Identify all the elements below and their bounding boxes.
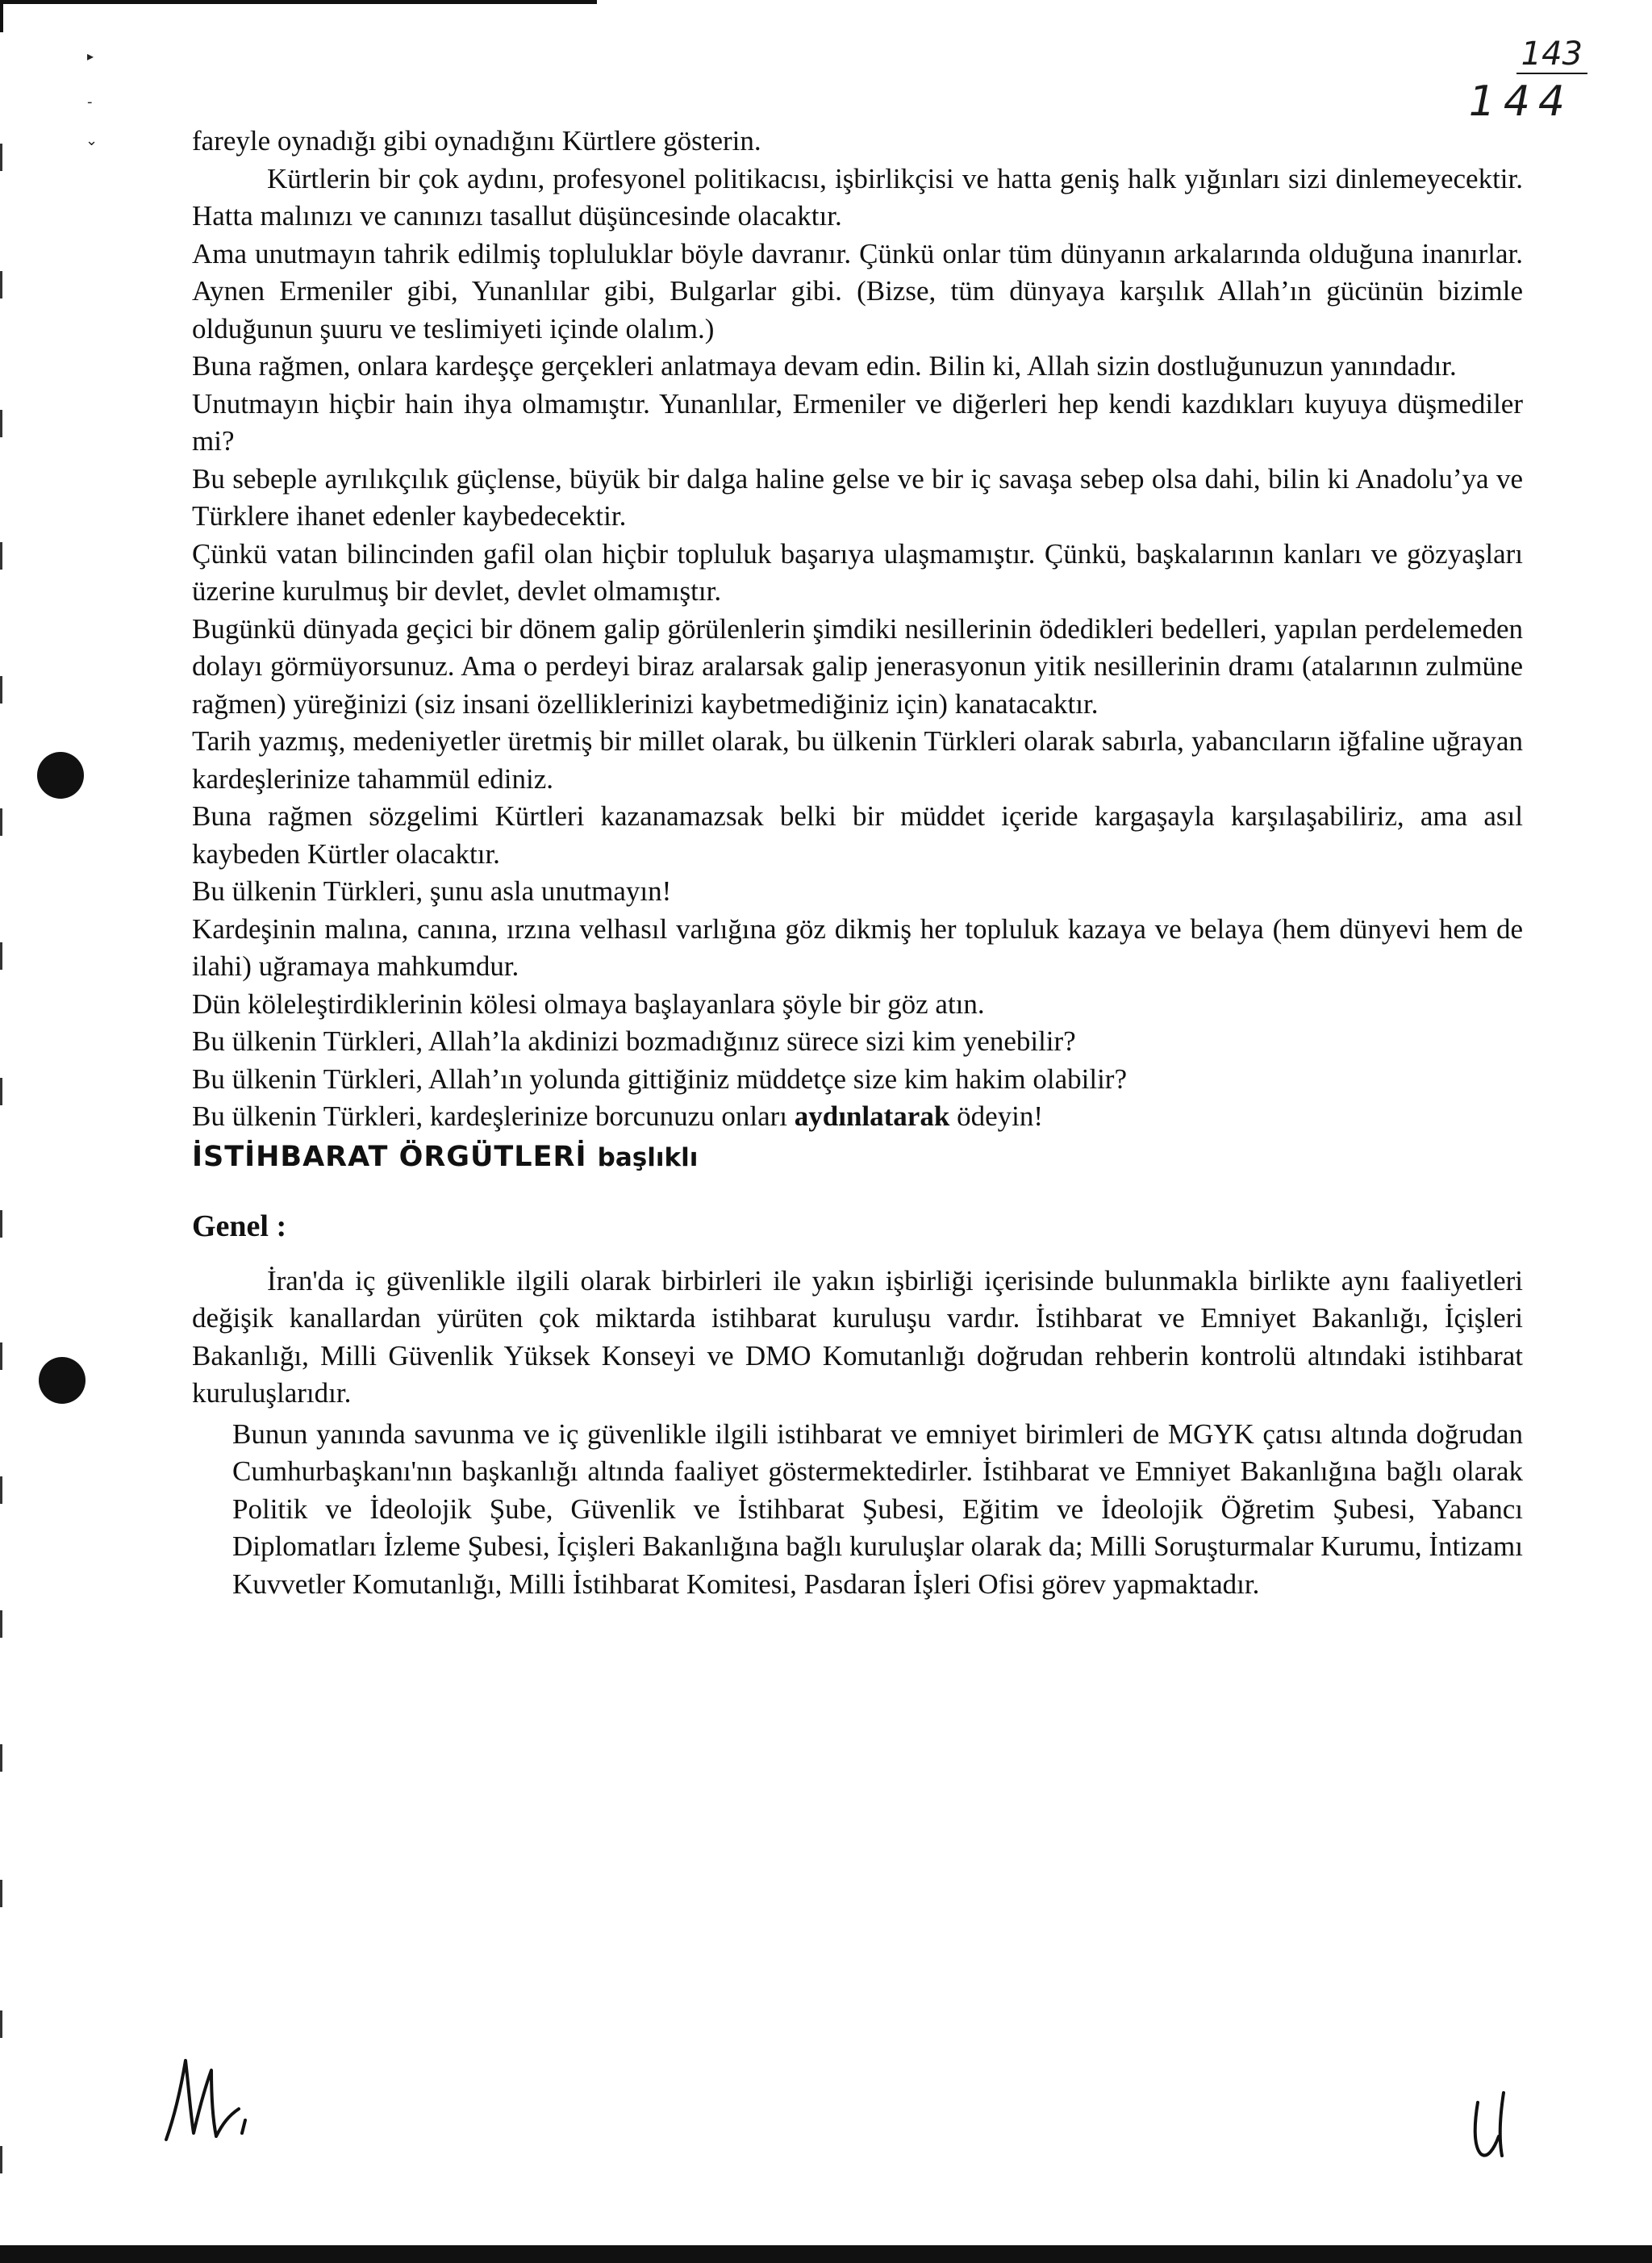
paragraph: Ama unutmayın tahrik edilmiş topluluklar böyle davranır. Çünkü onlar tüm dünyanın arkalarında olduğuna inanırlar. Aynen Ermeniler gibi, Yunanlılar gibi, Bulgarlar gibi. (Bizse, tüm dünyaya karşılık Allah’ın gücünün bizimle olduğunun şuuru ve teslimiyeti içinde olalım.) xyxy=(192,237,1523,344)
margin-dash-icon: - xyxy=(87,94,93,111)
edge-tick xyxy=(0,808,2,836)
margin-chevron-icon: ⌄ xyxy=(86,132,98,149)
section-heading-rest: başlıklı xyxy=(597,1142,699,1172)
section-heading-caps: İSTİHBARAT ÖRGÜTLERİ xyxy=(192,1140,587,1173)
edge-tick xyxy=(0,410,2,437)
edge-tick xyxy=(0,1342,2,1370)
closing-line xyxy=(192,1098,1523,1136)
edge-tick xyxy=(0,1744,2,1772)
edge-tick xyxy=(0,2010,2,2038)
paragraph: Dün köleleştirdiklerinin kölesi olmaya başlayanlara şöyle bir göz atın. xyxy=(192,987,985,1020)
signature-right-icon xyxy=(1466,2090,1523,2162)
closing-line-start: Bu ülkenin Türkleri, kardeşlerinize borcunuzu onları xyxy=(192,1100,795,1132)
closing-line-end: ödeyin! xyxy=(949,1100,1043,1132)
edge-tick xyxy=(0,1880,2,1907)
paragraph: Kürtlerin bir çok aydını, profesyonel politikacısı, işbirlikçisi ve hatta geniş halk yığınları sizi dinlemeyecektir. Hatta malınızı ve canınızı tasallut düşüncesinde olacaktır. xyxy=(192,162,1523,232)
edge-tick xyxy=(0,1610,2,1638)
punch-hole-icon xyxy=(37,752,84,799)
edge-tick xyxy=(0,2146,2,2173)
paragraph: Buna rağmen sözgelimi Kürtleri kazanamazsak belki bir müddet içeride kargaşayla karşılaşabiliriz, ama asıl kaybeden Kürtler olacaktır. xyxy=(192,800,1523,870)
block-paragraph: Bunun yanında savunma ve iç güvenlikle ilgili istihbarat ve emniyet birimleri de MGYK çatısı altında doğrudan Cumhurbaşkanı'nın başkanlığı altında faaliyet göstermektedirler. İstihbarat ve Emniyet Bakanlığına bağlı olarak Politik ve İdeolojik Şube, Güvenlik ve İstihbarat Şubesi, Eğitim ve İdeolojik Öğretim Şubesi, Yabancı Diplomatları İzleme Şubesi, İçişleri Bakanlığına bağlı kuruluşlar olarak da; Milli Soruşturmalar Kurumu, İntizamı Kuvvetler Komutanlığı, Milli İstihbarat Komitesi, Pasdaran İşleri Ofisi görev yapmaktadır. xyxy=(232,1418,1523,1600)
margin-dot-icon: ▸ xyxy=(87,48,94,64)
paragraph: Tarih yazmış, medeniyetler üretmiş bir millet olarak, bu ülkenin Türkleri olarak sabırla, yabancıların iğfaline uğrayan kardeşlerinize tahammül ediniz. xyxy=(192,725,1523,795)
paragraph-list xyxy=(192,123,1523,1098)
subheading: Genel : xyxy=(192,1209,287,1243)
punch-hole-icon xyxy=(39,1357,86,1404)
paragraph: Bugünkü dünyada geçici bir dönem galip görülenlerin şimdiki nesillerinin ödedikleri bedelleri, yapılan perdelemeden dolayı görmüyorsunuz. Ama o perdeyi biraz aralarsak galip jenerasyonun yitik nesillerinin dramı (atalarının zulmüne rağmen) yüreğinizi (siz insani özelliklerinizi kaybetmediğiniz için) kanatacaktır. xyxy=(192,612,1523,720)
page-number-current: 144 xyxy=(1468,77,1573,126)
paragraph: Bu sebeple ayrılıkçılık güçlense, büyük bir dalga haline gelse ve bir iç savaşa sebep olsa dahi, bilin ki Anadolu’ya ve Türklere ihanet edenler kaybedecektir. xyxy=(192,462,1523,532)
scan-edge-top xyxy=(0,0,597,4)
scan-edge-left xyxy=(0,0,3,32)
document-body xyxy=(192,123,1523,1631)
paragraph: Bu ülkenin Türkleri, Allah’ın yolunda gittiğiniz müddetçe size kim hakim olabilir? xyxy=(192,1063,1127,1095)
paragraph: Çünkü vatan bilincinden gafil olan hiçbir topluluk başarıya ulaşmamıştır. Çünkü, başkalarının kanları ve gözyaşları üzerine kurulmuş bir devlet, devlet olmamıştır. xyxy=(192,537,1523,607)
scan-edge-bottom xyxy=(0,2245,1652,2263)
paragraph: Unutmayın hiçbir hain ihya olmamıştır. Yunanlılar, Ermeniler ve diğerleri hep kendi kazdıkları kuyuya düşmediler mi? xyxy=(192,387,1523,457)
paragraph: Bu ülkenin Türkleri, şunu asla unutmayın! xyxy=(192,875,672,907)
page-number-previous: 143 xyxy=(1516,35,1587,74)
paragraph: Buna rağmen, onlara kardeşçe gerçekleri anlatmaya devam edin. Bilin ki, Allah sizin dostluğunuzun yanındadır. xyxy=(192,350,1457,382)
closing-line-emphasis: aydınlatarak xyxy=(794,1100,950,1132)
edge-tick xyxy=(0,271,2,299)
edge-tick xyxy=(0,1078,2,1105)
paragraph: fareyle oynadığı gibi oynadığını Kürtlere gösterin. xyxy=(192,125,761,157)
edge-tick xyxy=(0,676,2,704)
paragraph: Bu ülkenin Türkleri, Allah’la akdinizi bozmadığınız sürece sizi kim yenebilir? xyxy=(192,1025,1076,1057)
section-heading xyxy=(192,1136,1523,1179)
genel-paragraph: İran'da iç güvenlikle ilgili olarak birbirleri ile yakın işbirliği içerisinde bulunmakla birlikte aynı faaliyetleri değişik kanallardan yürüten çok miktarda istihbarat kuruluşu vardır. İstihbarat ve Emniyet Bakanlığı, İçişleri Bakanlığı, Milli Güvenlik Yüksek Konseyi ve DMO Komutanlığı doğrudan rehberin kontrolü altındaki istihbarat kuruluşlarıdır. xyxy=(192,1264,1523,1409)
paragraph: Kardeşinin malına, canına, ırzına velhasıl varlığına göz dikmiş her topluluk kazaya ve belaya (hem dünyevi hem de ilahi) uğramaya mahkumdur. xyxy=(192,912,1523,982)
edge-tick xyxy=(0,1210,2,1238)
edge-tick xyxy=(0,942,2,970)
edge-tick xyxy=(0,542,2,570)
edge-tick xyxy=(0,1476,2,1504)
signature-left-icon xyxy=(158,2056,263,2144)
edge-tick xyxy=(0,144,2,171)
